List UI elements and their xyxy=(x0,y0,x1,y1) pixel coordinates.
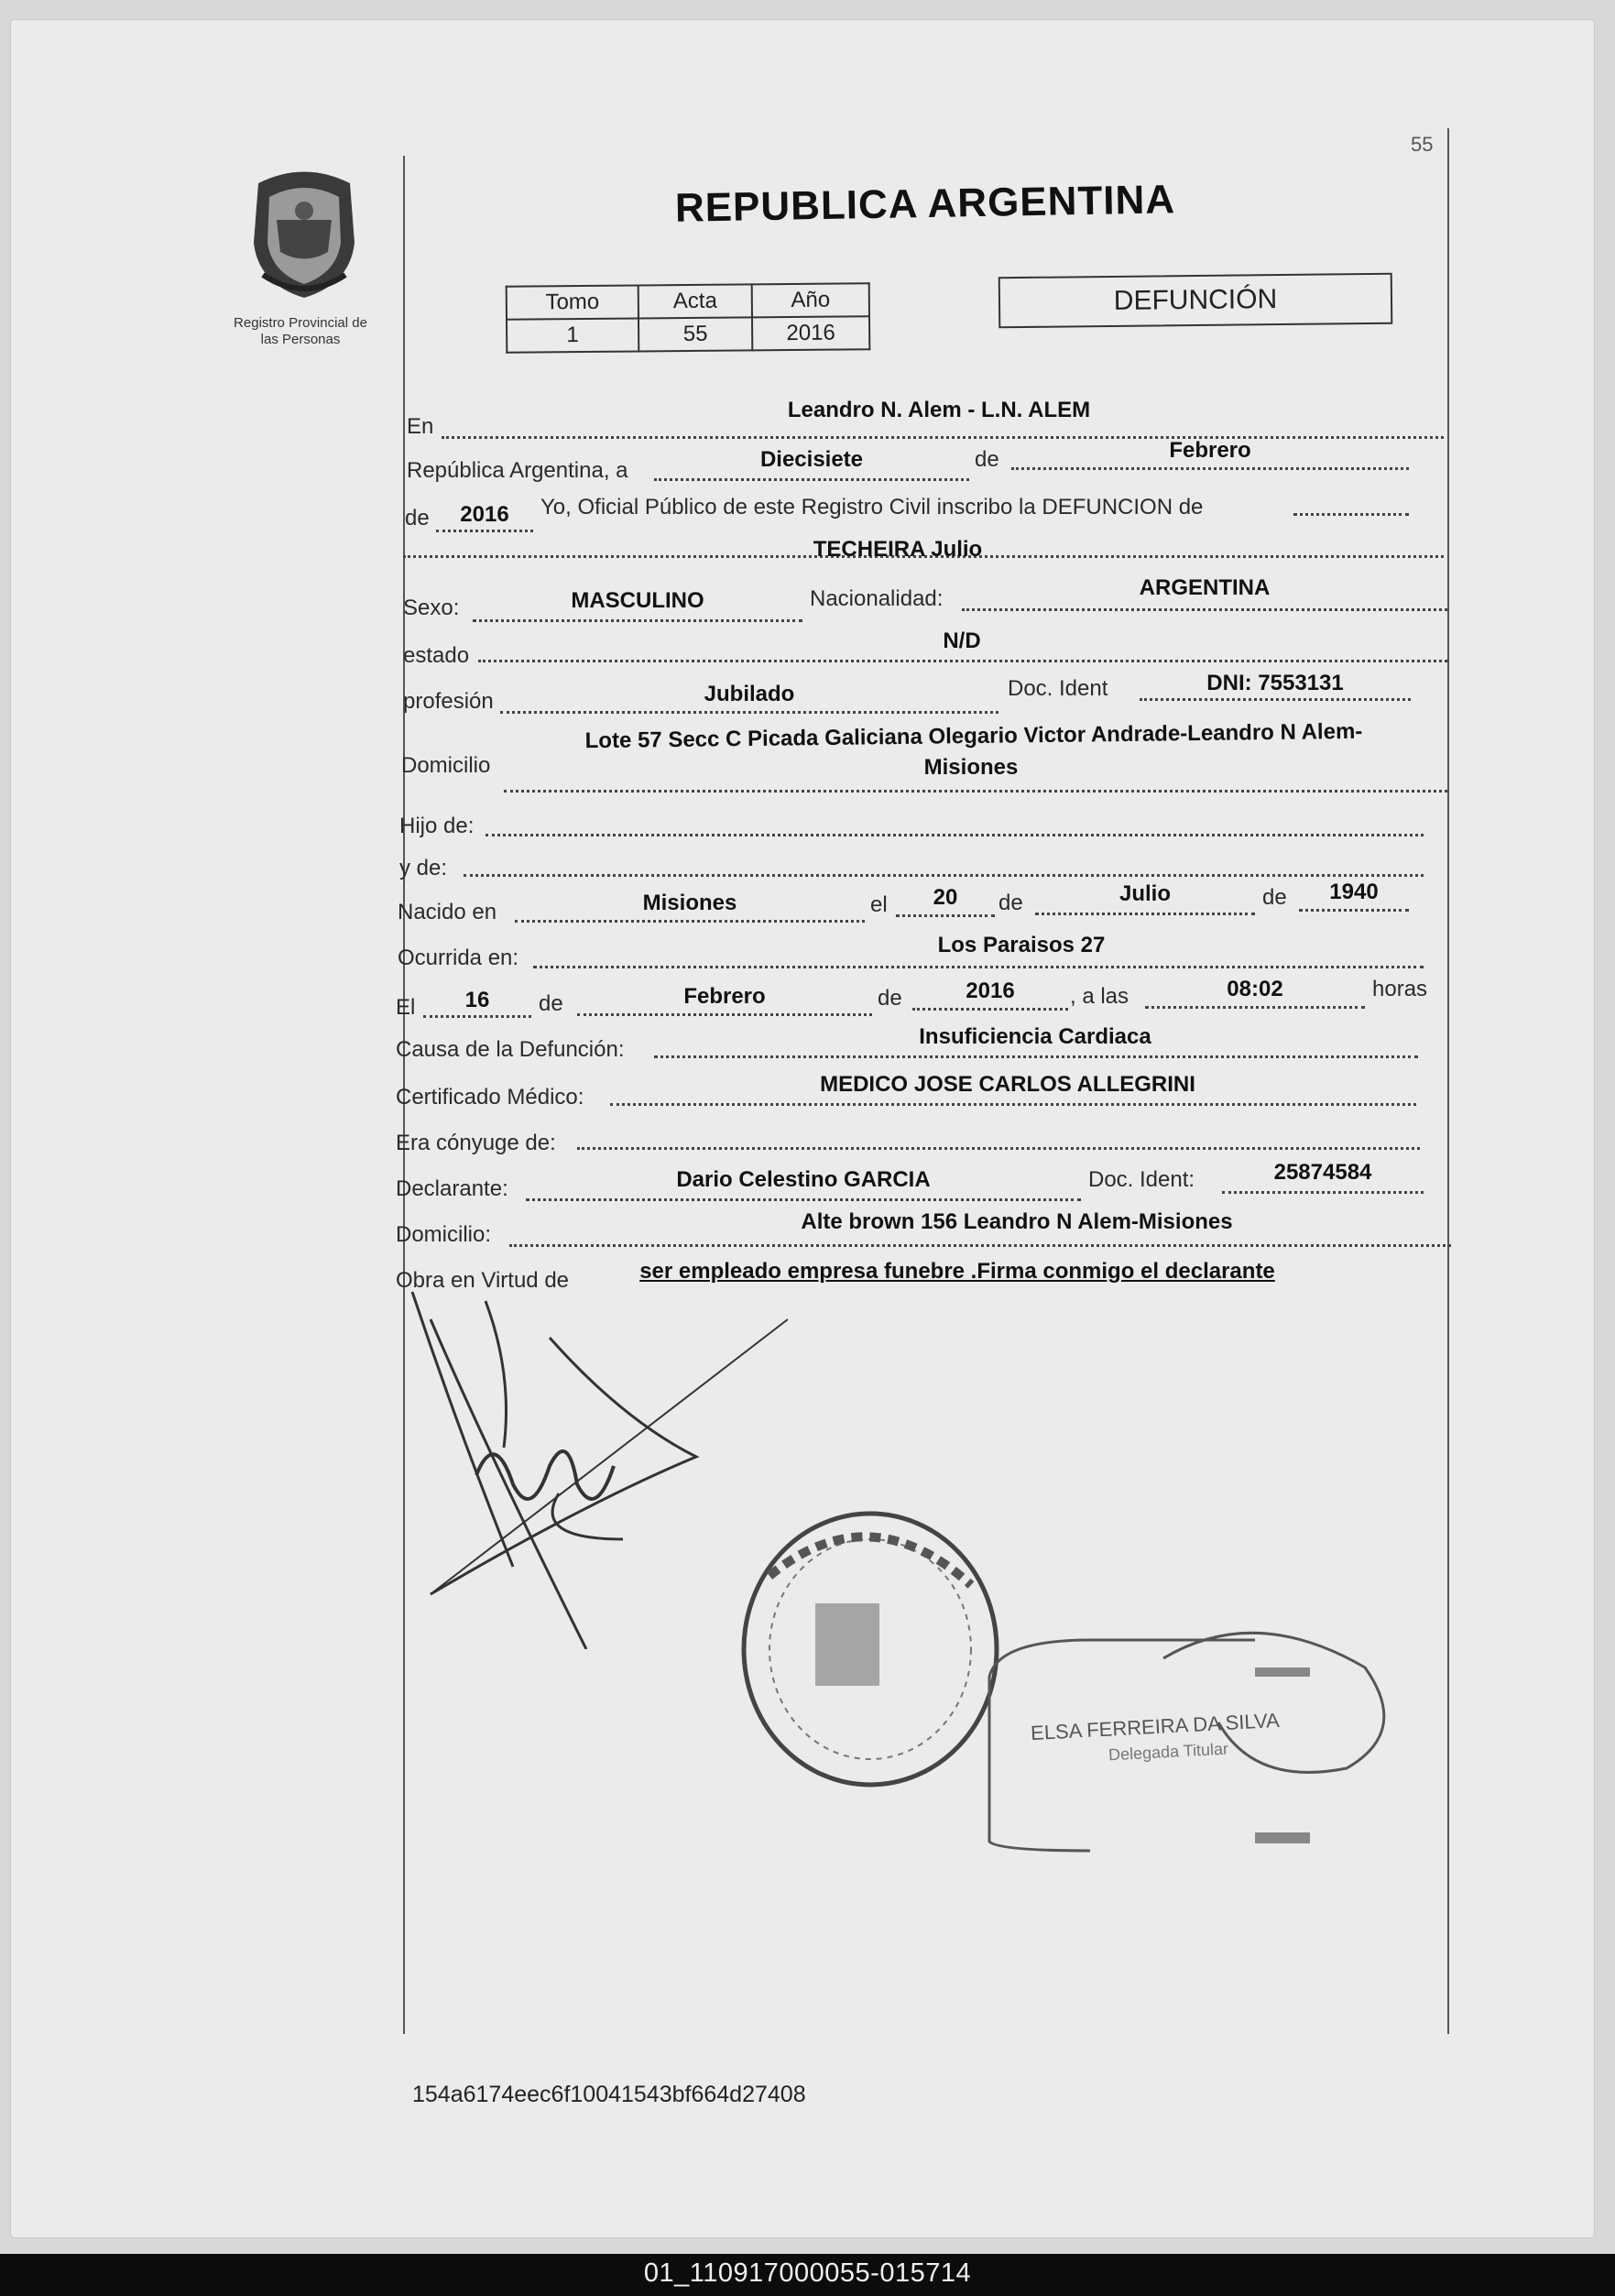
mes-line xyxy=(1011,467,1409,470)
seal-caption xyxy=(209,315,392,348)
declarante-doc-label: Doc. Ident: xyxy=(1088,1167,1195,1192)
nac-dia-line xyxy=(896,914,995,917)
header-anio: Año xyxy=(752,283,869,317)
nacido-value: Misiones xyxy=(642,891,737,915)
value-tomo: 1 xyxy=(507,318,638,352)
el2-label: El xyxy=(396,995,416,1020)
doc-label: Doc. Ident xyxy=(1008,676,1108,701)
acta-type-box: DEFUNCIÓN xyxy=(998,273,1393,328)
def-de2-label: de xyxy=(878,986,902,1011)
en-value: Leandro N. Alem - L.N. ALEM xyxy=(787,398,1091,422)
def-mes-line xyxy=(577,1013,872,1016)
conyuge-line xyxy=(577,1147,1420,1150)
de-label: de xyxy=(975,447,999,472)
profesion-line xyxy=(500,711,998,714)
certificado-label: Certificado Médico: xyxy=(396,1085,584,1110)
alas-label: , a las xyxy=(1070,984,1129,1009)
def-hora: 08:02 xyxy=(1227,977,1283,1001)
dia-value: Diecisiete xyxy=(759,447,864,472)
declarante-doc-value: 25874584 xyxy=(1273,1160,1372,1185)
anio-value: 2016 xyxy=(460,502,509,527)
seal-caption-line2: las Personas xyxy=(260,332,341,347)
decl-domicilio-label: Domicilio: xyxy=(396,1222,492,1247)
conyuge-label: Era cónyuge de: xyxy=(396,1131,556,1155)
certificate-page xyxy=(11,20,1594,2237)
deceased-name: TECHEIRA Julio xyxy=(813,537,983,562)
document-title: REPUBLICA ARGENTINA xyxy=(674,177,1176,231)
inscribo-line xyxy=(1293,513,1409,516)
hijo-label: Hijo de: xyxy=(399,814,475,838)
nac-mes-line xyxy=(1035,913,1255,915)
causa-label: Causa de la Defunción: xyxy=(396,1037,625,1062)
nac-de2-label: de xyxy=(1262,885,1287,910)
def-anio: 2016 xyxy=(966,979,1015,1003)
doc-line xyxy=(1140,698,1411,701)
decl-domicilio-value: Alte brown 156 Leandro N Alem-Misiones xyxy=(801,1209,1233,1234)
estado-label: estado xyxy=(403,643,470,668)
sexo-value: MASCULINO xyxy=(571,588,704,613)
nacionalidad-value: ARGENTINA xyxy=(1139,575,1271,600)
domicilio-line1: Lote 57 Secc C Picada Galiciana Olegario Victor Andrade-Leandro N Alem- xyxy=(584,718,1363,754)
page-number: 55 xyxy=(1411,133,1434,156)
nacido-line xyxy=(515,920,865,923)
declarante-doc-line xyxy=(1222,1191,1424,1194)
ocurrida-line xyxy=(533,966,1424,968)
ocurrida-label: Ocurrida en: xyxy=(398,946,519,970)
header-acta: Acta xyxy=(638,284,752,318)
decl-domicilio-line xyxy=(509,1244,1451,1247)
document-hash: 154a6174eec6f10041543bf664d27408 xyxy=(412,2082,806,2107)
profesion-value: Jubilado xyxy=(704,682,795,706)
horas-label: horas xyxy=(1372,977,1428,1001)
certificado-value: MEDICO JOSE CARLOS ALLEGRINI xyxy=(820,1072,1195,1097)
causa-value: Insuficiencia Cardiaca xyxy=(919,1024,1151,1049)
estado-line xyxy=(478,660,1447,662)
declarante-line xyxy=(526,1198,1081,1201)
nacionalidad-line xyxy=(962,608,1447,611)
estado-value: N/D xyxy=(943,629,981,653)
inscribo-text: Yo, Oficial Público de este Registro Civil inscribo la DEFUNCION de xyxy=(540,495,1204,519)
registro-table xyxy=(506,282,871,353)
hijo-line xyxy=(486,834,1424,836)
republica-label: República Argentina, a xyxy=(407,458,628,483)
nacido-label: Nacido en xyxy=(398,900,497,924)
en-label: En xyxy=(407,414,434,439)
nacionalidad-label: Nacionalidad: xyxy=(810,586,944,611)
domicilio-line2: Misiones xyxy=(923,755,1019,780)
el-label: el xyxy=(870,892,888,917)
declarante-label: Declarante: xyxy=(396,1176,508,1201)
official-round-stamp-icon xyxy=(733,1503,1008,1796)
stamp-role: Delegada Titular xyxy=(1108,1739,1229,1765)
profesion-label: profesión xyxy=(403,689,494,714)
obra-value: ser empleado empresa funebre .Firma conmigo el declarante xyxy=(639,1259,1275,1284)
mes-value: Febrero xyxy=(1169,438,1251,463)
sexo-line xyxy=(473,619,802,622)
y-de-label: y de: xyxy=(399,856,448,880)
seal-caption-line1: Registro Provincial de xyxy=(234,315,367,331)
scan-footer-code: 01_110917000055-015714 xyxy=(643,2258,972,2288)
def-anio-line xyxy=(912,1008,1068,1011)
right-margin-line xyxy=(1447,128,1449,2034)
obra-label: Obra en Virtud de xyxy=(396,1268,570,1293)
y-de-line xyxy=(464,874,1424,877)
def-mes: Febrero xyxy=(683,984,766,1009)
domicilio-label: Domicilio xyxy=(401,753,491,778)
doc-value: DNI: 7553131 xyxy=(1206,671,1344,695)
stamp-name: ELSA FERREIRA DA SILVA xyxy=(1030,1708,1281,1745)
value-acta: 55 xyxy=(638,317,752,351)
nac-de1-label: de xyxy=(998,891,1023,915)
anio-line xyxy=(436,530,533,532)
domicilio-line xyxy=(504,790,1447,793)
nac-anio-line xyxy=(1299,909,1409,912)
certificado-line xyxy=(610,1103,1416,1106)
sexo-label: Sexo: xyxy=(403,596,460,620)
nac-dia: 20 xyxy=(933,885,958,910)
nac-mes: Julio xyxy=(1118,881,1171,906)
dia-line xyxy=(654,478,969,481)
def-de1-label: de xyxy=(539,991,563,1016)
provincial-seal-icon xyxy=(240,165,368,302)
def-dia-line xyxy=(423,1015,531,1018)
def-hora-line xyxy=(1145,1006,1365,1009)
ocurrida-value: Los Paraisos 27 xyxy=(937,933,1106,957)
value-anio: 2016 xyxy=(752,316,869,350)
nac-anio: 1940 xyxy=(1329,880,1379,904)
anio-prefix: de xyxy=(405,506,430,530)
header-tomo: Tomo xyxy=(507,285,638,319)
causa-line xyxy=(654,1055,1418,1058)
def-dia: 16 xyxy=(464,988,490,1012)
declarante-value: Dario Celestino GARCIA xyxy=(676,1167,931,1192)
